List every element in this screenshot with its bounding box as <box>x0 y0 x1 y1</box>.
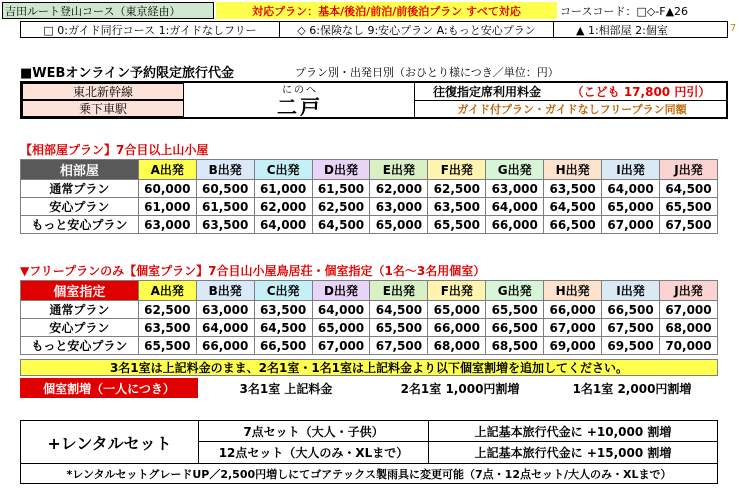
surcharge-one: 1名1室 2,000円割増 <box>572 381 692 396</box>
price-cell: 64,500 <box>312 216 370 234</box>
private-dep-i: I出発 <box>602 281 660 301</box>
shared-dep-f: F出発 <box>428 160 486 180</box>
private-dep-g: G出発 <box>486 281 544 301</box>
row-label: 安心プラン <box>21 198 139 216</box>
price-cell: 65,500 <box>370 319 428 337</box>
station-name: 二戸 <box>277 94 323 117</box>
legend-insurance: ◇ 6:保険なし 9:安心プラン A:もっと安心プラン <box>279 21 554 38</box>
price-cell: 69,000 <box>544 337 602 355</box>
rental-set7: 7点セット（大人・子供） <box>199 421 429 442</box>
rental-label: +レンタルセット <box>21 421 199 463</box>
shared-dep-h: H出発 <box>544 160 602 180</box>
table-row <box>21 180 718 198</box>
shared-dep-e: E出発 <box>370 160 428 180</box>
price-cell: 63,000 <box>486 180 544 198</box>
price-cell: 66,500 <box>486 319 544 337</box>
supported-plans: 対応プラン：基本/後泊/前泊/前後泊プラン すべて対応 <box>216 2 557 19</box>
price-cell: 65,500 <box>486 301 544 319</box>
price-cell: 62,500 <box>312 198 370 216</box>
price-cell: 65,000 <box>428 301 486 319</box>
private-dep-a: A出発 <box>138 281 196 301</box>
price-cell: 65,500 <box>428 216 486 234</box>
price-cell: 66,500 <box>602 301 660 319</box>
price-cell: 63,000 <box>196 301 254 319</box>
shared-room-table <box>20 159 718 234</box>
surcharge-label: 個室割増（一人につき） <box>20 378 198 398</box>
shared-dep-g: G出発 <box>486 160 544 180</box>
shared-room-heading: 【相部屋プラン】7合目以上山小屋 <box>20 143 209 157</box>
surcharge-three: 3名1室 上記料金 <box>239 381 333 396</box>
shared-dep-i: I出発 <box>602 160 660 180</box>
price-cell: 64,500 <box>254 319 312 337</box>
price-cell: 66,500 <box>544 216 602 234</box>
page-title: ■WEBオンライン予約限定旅行代金 <box>20 65 235 80</box>
rental-set12: 12点セット（大人のみ・XLまで） <box>199 442 429 463</box>
legend-room: ▲ 1:相部屋 2:個室 <box>553 21 728 38</box>
private-dep-c: C出発 <box>254 281 312 301</box>
shared-dep-c: C出発 <box>254 160 312 180</box>
price-cell: 63,500 <box>544 180 602 198</box>
shared-dep-b: B出発 <box>196 160 254 180</box>
price-cell: 63,000 <box>370 198 428 216</box>
price-cell: 61,500 <box>196 198 254 216</box>
price-cell: 65,000 <box>370 216 428 234</box>
price-cell: 69,500 <box>602 337 660 355</box>
price-cell: 64,500 <box>544 198 602 216</box>
row-label: もっと安心プラン <box>21 216 139 234</box>
guide-note: ガイド付プラン・ガイドなしフリープラン同額 <box>457 103 687 116</box>
private-room-heading: ▼フリープランのみ【個室プラン】7合目山小屋鳥居荘・個室指定（1名〜3名用個室） <box>20 264 486 278</box>
price-cell: 66,000 <box>196 337 254 355</box>
private-dep-e: E出発 <box>370 281 428 301</box>
private-dep-b: B出発 <box>196 281 254 301</box>
price-cell: 60,500 <box>196 180 254 198</box>
table-row <box>21 198 718 216</box>
table-row <box>21 301 718 319</box>
price-cell: 61,000 <box>254 180 312 198</box>
price-cell: 63,500 <box>196 216 254 234</box>
price-cell: 68,000 <box>659 319 717 337</box>
price-cell: 64,000 <box>254 216 312 234</box>
child-discount: （こども 17,800 円引） <box>571 85 711 99</box>
price-cell: 61,000 <box>138 198 196 216</box>
page-subtitle: プラン別・出発日別（おひとり様につき／単位：円） <box>295 65 559 79</box>
table-row <box>21 216 718 234</box>
price-cell: 65,000 <box>602 198 660 216</box>
private-corner: 個室指定 <box>21 281 139 301</box>
price-cell: 64,500 <box>370 301 428 319</box>
surcharge-two: 2名1室 1,000円割増 <box>400 381 520 396</box>
side-mark: 7 <box>729 23 737 34</box>
legend-guide: □ 0:ガイド同行コース 1:ガイドなしフリー <box>20 21 280 38</box>
rental-note: *レンタルセットグレードUP／2,500円増しにてゴアテックス製雨具に変更可能（7点・12点セット/大人のみ・XLまで） <box>21 463 717 483</box>
private-dep-d: D出発 <box>312 281 370 301</box>
shared-dep-d: D出発 <box>312 160 370 180</box>
table-row <box>21 319 718 337</box>
shared-corner: 相部屋 <box>21 160 139 180</box>
price-cell: 67,500 <box>659 216 717 234</box>
price-cell: 66,000 <box>544 301 602 319</box>
course-code: コースコード：□◇-F▲26 <box>560 4 689 18</box>
price-cell: 68,500 <box>486 337 544 355</box>
price-cell: 62,500 <box>428 180 486 198</box>
price-cell: 65,500 <box>138 337 196 355</box>
price-cell: 64,000 <box>196 319 254 337</box>
price-cell: 63,500 <box>254 301 312 319</box>
line-name: 東北新幹線 <box>22 83 184 100</box>
price-cell: 66,500 <box>254 337 312 355</box>
price-cell: 64,000 <box>312 301 370 319</box>
price-cell: 65,000 <box>312 319 370 337</box>
price-cell: 64,500 <box>659 180 717 198</box>
reserved-seat-label: 往復指定席利用料金 <box>432 85 541 99</box>
price-cell: 70,000 <box>659 337 717 355</box>
boarding-label: 乗下車駅 <box>22 100 184 117</box>
row-label: 安心プラン <box>21 319 139 337</box>
price-cell: 67,000 <box>602 216 660 234</box>
row-label: 通常プラン <box>21 180 139 198</box>
price-cell: 66,000 <box>428 319 486 337</box>
price-cell: 61,500 <box>312 180 370 198</box>
price-cell: 67,000 <box>312 337 370 355</box>
shared-dep-j: J出発 <box>659 160 717 180</box>
price-cell: 67,000 <box>544 319 602 337</box>
table-row <box>21 337 718 355</box>
rental-set7-price: 上記基本旅行代金に +10,000 割増 <box>429 421 717 442</box>
private-dep-h: H出発 <box>544 281 602 301</box>
row-label: 通常プラン <box>21 301 139 319</box>
price-cell: 62,000 <box>370 180 428 198</box>
course-name: 吉田ルート登山コース（東京経由） <box>2 2 214 19</box>
price-cell: 67,500 <box>602 319 660 337</box>
price-cell: 63,500 <box>138 319 196 337</box>
price-cell: 64,000 <box>602 180 660 198</box>
price-cell: 65,500 <box>659 198 717 216</box>
price-cell: 62,000 <box>254 198 312 216</box>
private-room-table <box>20 280 718 355</box>
price-cell: 64,000 <box>486 198 544 216</box>
shared-dep-a: A出発 <box>138 160 196 180</box>
price-cell: 62,500 <box>138 301 196 319</box>
price-cell: 67,500 <box>370 337 428 355</box>
private-dep-j: J出発 <box>659 281 717 301</box>
row-label: もっと安心プラン <box>21 337 139 355</box>
station-ruby: にのへ <box>282 84 318 94</box>
price-cell: 63,500 <box>428 198 486 216</box>
price-cell: 66,000 <box>486 216 544 234</box>
price-cell: 60,000 <box>138 180 196 198</box>
price-cell: 68,000 <box>428 337 486 355</box>
price-cell: 67,000 <box>659 301 717 319</box>
price-cell: 63,000 <box>138 216 196 234</box>
private-dep-f: F出発 <box>428 281 486 301</box>
private-note: 3名1室は上記料金のまま、2名1室・1名1室は上記料金より以下個室割増を追加してください。 <box>20 359 718 376</box>
rental-set12-price: 上記基本旅行代金に +15,000 割増 <box>474 446 672 460</box>
